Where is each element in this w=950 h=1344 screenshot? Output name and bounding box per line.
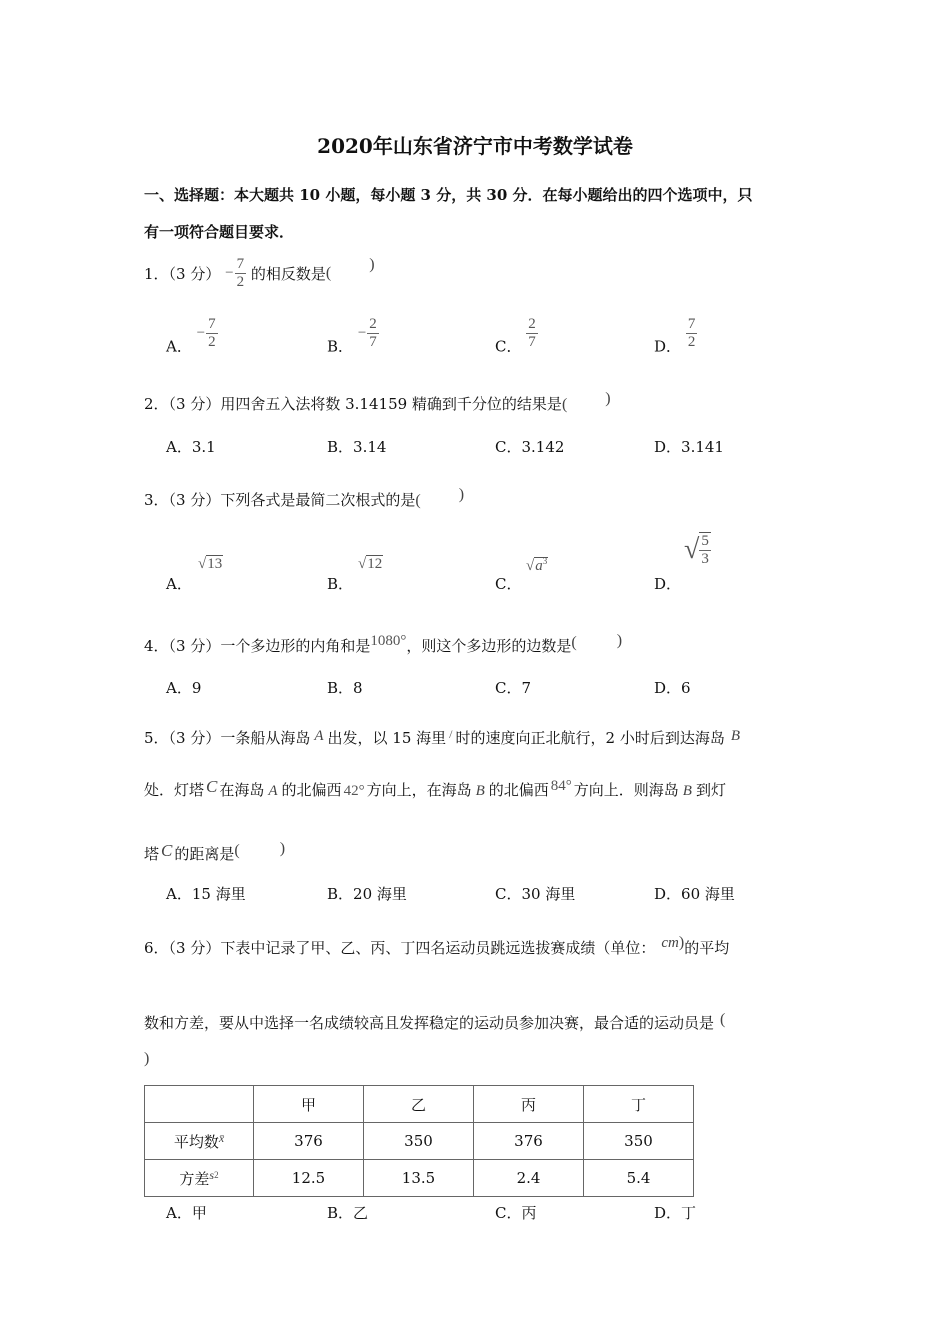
q5-answer-paren-close: )	[279, 840, 286, 857]
q1-a-numerator: 7	[208, 316, 216, 332]
q3-a-radicand: 13	[207, 556, 223, 572]
q1-d-numerator: 7	[687, 316, 696, 332]
q3-option-c-label: C．	[495, 575, 522, 593]
question-6-line1	[144, 934, 729, 958]
q1-option-c-label: C．	[495, 337, 522, 356]
q1-b-numerator: 2	[369, 316, 377, 332]
variance-exponent: 2	[214, 1169, 219, 1180]
q3-option-d-label: D．	[654, 575, 682, 593]
q6-option-b: B．乙	[327, 1204, 369, 1222]
q3-option-b-label: B．	[327, 575, 354, 593]
question-4-stem	[144, 632, 622, 656]
q1-b-sign: −	[357, 325, 367, 341]
q4-option-a: A．9	[166, 679, 202, 697]
q6-answer-paren-open: (	[720, 1011, 726, 1028]
question-3-stem	[144, 486, 464, 510]
q1-b-fraction	[367, 316, 379, 351]
table-cell: 376	[474, 1123, 584, 1160]
table-cell: 5.4	[584, 1160, 694, 1197]
q1-c-fraction	[526, 316, 538, 351]
row1-label-text: 平均数	[173, 1132, 219, 1151]
mean-symbol: x̄	[218, 1130, 225, 1145]
q4-angle: 1080°	[370, 633, 407, 649]
table-row	[145, 1160, 694, 1197]
q5-l2-d: 方向上，在海岛	[366, 781, 472, 799]
q6-unit-paren: )	[678, 934, 685, 951]
q1-stem-denominator: 2	[236, 274, 245, 290]
q1-d-denominator: 2	[687, 334, 696, 350]
question-1-stem	[144, 256, 375, 291]
section-heading-line1: 一、选择题：本大题共 10 小题，每小题 3 分，共 30 分．在每小题给出的四个选项中，只	[144, 186, 753, 204]
question-6-line2	[144, 1011, 725, 1033]
q3-answer-paren-open: (	[415, 492, 421, 509]
q5-l1-a: 5．（3 分）一条船从海岛	[144, 729, 311, 747]
q1-stem-numerator: 7	[236, 256, 245, 272]
q1-option-d-label: D．	[654, 337, 682, 356]
q5-island-b: B	[730, 728, 740, 744]
q1-option-c	[495, 316, 538, 357]
q3-d-numerator: 5	[701, 533, 709, 549]
q5-l2-g: 到灯	[695, 781, 726, 799]
q3-option-b-radical: √12	[358, 556, 383, 572]
table-header-cell: 丁	[584, 1086, 694, 1123]
table-cell: 2.4	[474, 1160, 584, 1197]
q1-option-d	[654, 316, 697, 357]
q5-l2-island-a: A	[268, 783, 278, 799]
q6-l1-b: 的平均	[684, 939, 730, 957]
q3-option-a-radical: √13	[198, 556, 223, 572]
q6-l1-a: 6．（3 分）下表中记录了甲、乙、丙、丁四名运动员跳远选拔赛成绩（单位：	[144, 939, 656, 957]
table-cell: 350	[364, 1123, 474, 1160]
q6-answer-paren-close: )	[144, 1050, 150, 1067]
q5-l3-b: 的距离是	[174, 845, 235, 863]
q1-a-denominator: 2	[208, 334, 216, 350]
q1-c-numerator: 2	[528, 316, 536, 332]
q5-angle-84: 84°	[550, 778, 572, 794]
q3-option-d-radical: √ $\frac{5}{3}$	[684, 533, 709, 567]
q3-c-base: a	[535, 558, 543, 574]
row-label-mean	[145, 1123, 254, 1160]
table-cell: 12.5	[254, 1160, 364, 1197]
q2-answer-paren-close: )	[605, 390, 611, 407]
q6-option-c: C．丙	[495, 1204, 537, 1222]
q5-l2-a: 处．灯塔	[144, 781, 205, 799]
table-header-cell: 乙	[364, 1086, 474, 1123]
table-cell: 13.5	[364, 1160, 474, 1197]
question-2-stem	[144, 390, 611, 414]
q5-option-c: C．30 海里	[495, 885, 576, 903]
row2-label-text: 方差	[179, 1169, 210, 1188]
q4-answer-paren-open: (	[571, 634, 577, 651]
q4-option-b: B．8	[327, 679, 363, 697]
q3-d-fraction	[699, 532, 711, 568]
q1-a-fraction	[206, 316, 218, 351]
q3-answer-paren-close: )	[458, 486, 465, 503]
page-title: 2020年山东省济宁市中考数学试卷	[317, 134, 633, 158]
q5-l2-c: 的北偏西	[281, 781, 342, 799]
q1-b-denominator: 7	[369, 334, 377, 350]
q5-option-a: A．15 海里	[166, 885, 246, 903]
q5-slash: /	[449, 727, 453, 741]
q1-d-fraction	[686, 316, 698, 351]
q5-island-a: A	[314, 728, 324, 744]
q1-option-b	[327, 316, 379, 357]
table-cell: 350	[584, 1123, 694, 1160]
q5-l1-c: 时的速度向正北航行，2 小时后到达海岛	[455, 729, 725, 747]
question-5-line3	[144, 840, 285, 864]
q1-suffix: 的相反数是	[250, 265, 326, 283]
table-header-cell	[145, 1086, 254, 1123]
q2-option-a: A．3.1	[166, 438, 216, 456]
q4-option-c: C．7	[495, 679, 532, 697]
q1-stem-fraction	[235, 256, 247, 291]
q1-c-denominator: 7	[528, 334, 536, 350]
q1-option-a	[166, 316, 218, 357]
question-5-line2	[144, 777, 726, 800]
q1-stem-sign: −	[225, 265, 234, 281]
q2-answer-paren-open: (	[561, 396, 568, 413]
q2-option-c: C．3.142	[495, 438, 565, 456]
q5-l2-island-b: B	[475, 783, 485, 799]
variance-symbol: s	[209, 1167, 215, 1182]
section-heading-line2: 有一项符合题目要求．	[144, 223, 295, 241]
q5-l2-b: 在海岛	[219, 781, 265, 799]
q5-l3-lighthouse-c: C	[161, 841, 173, 860]
q5-l3-a: 塔	[144, 845, 160, 863]
table-header-cell: 丙	[474, 1086, 584, 1123]
q1-answer-paren-open: (	[325, 264, 332, 282]
q2-option-d: D．3.141	[654, 438, 724, 456]
table-cell: 376	[254, 1123, 364, 1160]
q4-answer-paren-close: )	[616, 632, 623, 649]
q6-unit-cm: cm	[661, 935, 679, 951]
scores-table	[144, 1085, 694, 1197]
q5-l1-b: 出发，以 15 海里	[327, 729, 447, 747]
table-header-cell: 甲	[254, 1086, 364, 1123]
q6-option-a: A．甲	[166, 1204, 207, 1222]
table-header-row	[145, 1086, 694, 1123]
q4-stem-b: ，则这个多边形的边数是	[406, 637, 572, 655]
q5-option-d: D．60 海里	[654, 885, 735, 903]
q1-a-sign: −	[196, 325, 206, 341]
q2-option-b: B．3.14	[327, 438, 387, 456]
q5-option-b: B．20 海里	[327, 885, 407, 903]
q5-angle-42: 42°	[343, 783, 365, 799]
q5-l2-island-b2: B	[682, 783, 692, 799]
q1-option-b-label: B．	[327, 337, 354, 356]
q5-answer-paren-open: (	[234, 842, 240, 859]
question-5-line1	[144, 727, 740, 748]
q3-c-exponent: 3	[542, 556, 548, 566]
q3-stem-text: 3．（3 分）下列各式是最简二次根式的是	[144, 491, 416, 509]
q6-l2: 数和方差，要从中选择一名成绩较高且发挥稳定的运动员参加决赛，最合适的运动员是	[144, 1014, 715, 1032]
q1-option-a-label: A．	[166, 337, 192, 356]
q4-stem-a: 4．（3 分）一个多边形的内角和是	[144, 637, 371, 655]
q3-option-a-label: A．	[166, 575, 192, 593]
q5-l2-f: 方向上．则海岛	[573, 781, 679, 799]
q1-answer-paren-close: )	[369, 256, 375, 273]
q1-prefix: 1．（3 分）	[144, 265, 221, 283]
q5-l2-e: 的北偏西	[488, 781, 549, 799]
q3-option-c-radical: $√a^3$	[526, 556, 548, 574]
q3-b-radicand: 12	[367, 556, 383, 572]
q6-option-d: D．丁	[654, 1204, 697, 1222]
q5-lighthouse-c: C	[206, 777, 218, 796]
q2-stem-text: 2．（3 分）用四舍五入法将数 3.14159 精确到千分位的结果是	[144, 395, 562, 413]
q4-option-d: D．6	[654, 679, 691, 697]
row-label-variance	[145, 1160, 254, 1197]
table-row	[145, 1123, 694, 1160]
q3-d-denominator: 3	[701, 551, 709, 567]
